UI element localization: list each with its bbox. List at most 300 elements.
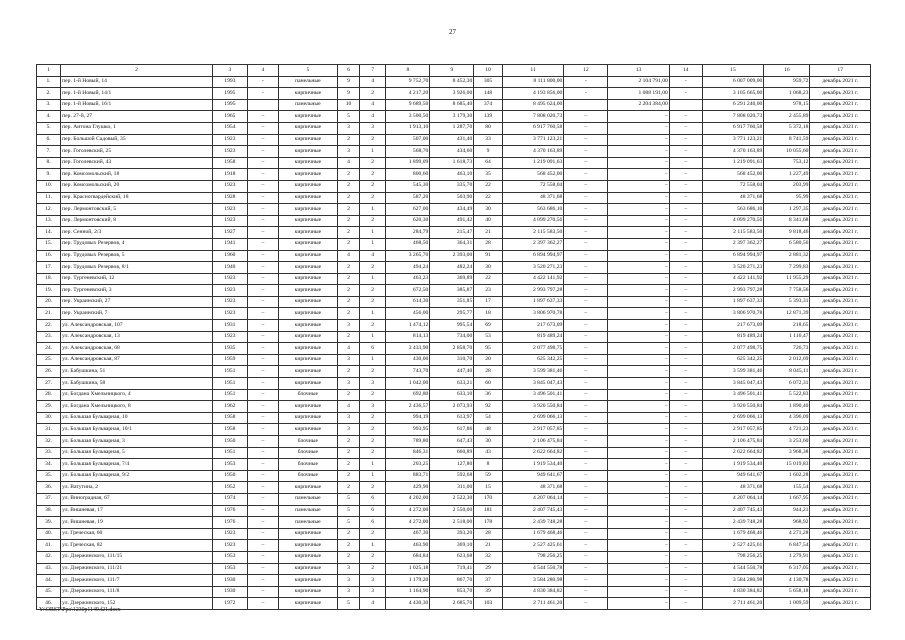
table-cell: 26. (37, 366, 61, 378)
table-cell: 217 673,09 (702, 320, 764, 332)
table-cell: кирпичные (278, 563, 337, 575)
table-cell: – (564, 204, 608, 216)
table-cell: 7. (37, 146, 61, 158)
table-row (37, 76, 871, 88)
table-cell: – (669, 238, 702, 250)
table-cell: 2 (360, 262, 386, 274)
table-cell: 1923 (212, 540, 247, 552)
table-cell: – (608, 436, 670, 448)
table-cell: 2 077 498,75 (502, 343, 564, 355)
table-cell: – (564, 424, 608, 436)
table-cell: 1 116,47 (764, 331, 810, 343)
table-cell: 2 (360, 436, 386, 448)
table-cell: декабрь 2021 г. (810, 157, 871, 169)
table-cell: – (564, 517, 608, 529)
table-cell: 1923 (212, 146, 247, 158)
table-cell: – (247, 447, 278, 459)
table-row (37, 436, 871, 448)
table-cell: 1993 (212, 76, 247, 88)
table-cell: – (247, 586, 278, 598)
table-cell: – (564, 227, 608, 239)
table-cell: ул. Александровская, 107 (61, 320, 213, 332)
table-cell: декабрь 2021 г. (810, 459, 871, 471)
table-cell: 994,19 (386, 412, 430, 424)
table-cell: кирпичные (278, 424, 337, 436)
table-cell: – (608, 389, 670, 401)
table-cell: 3 179,30 (430, 111, 474, 123)
table-cell: 5 393,31 (764, 296, 810, 308)
table-cell: 10 055,60 (764, 146, 810, 158)
table-cell: 35. (37, 470, 61, 482)
table-cell: 2 (360, 88, 386, 100)
table-cell: 28 (474, 366, 503, 378)
table-cell: декабрь 2021 г. (810, 575, 871, 587)
table-cell: 672,50 (386, 285, 430, 297)
table-row (37, 470, 871, 482)
table-cell: 1952 (212, 482, 247, 494)
table-cell: 563 686,10 (702, 204, 764, 216)
table-cell: 1 219 091,63 (502, 157, 564, 169)
table-cell: – (247, 493, 278, 505)
table-cell: ул. Ватутина, 2 (61, 482, 213, 494)
table-cell: 369,10 (430, 540, 474, 552)
table-cell: 2 (338, 192, 360, 204)
table-cell: 463,90 (386, 540, 430, 552)
table-cell: – (247, 285, 278, 297)
table-cell: – (608, 354, 670, 366)
table-cell: 3 584 280,98 (702, 575, 764, 587)
table-cell: кирпичные (278, 551, 337, 563)
table-cell: 305 (474, 76, 503, 88)
table-row (37, 88, 871, 100)
table-cell: - (669, 88, 702, 100)
table-cell: пер. Украинский, 27 (61, 296, 213, 308)
table-cell: 48 371,68 (702, 482, 764, 494)
table-cell: – (247, 436, 278, 448)
table-cell: – (247, 273, 278, 285)
table-cell: 6 (360, 517, 386, 529)
table-cell: – (247, 296, 278, 308)
table-cell: декабрь 2021 г. (810, 111, 871, 123)
table-cell: 6 (360, 493, 386, 505)
table-cell: 617,86 (430, 424, 474, 436)
table-cell: 2 (338, 308, 360, 320)
table-cell: 1 897 637,33 (502, 296, 564, 308)
table-cell: 295,77 (430, 308, 474, 320)
table-cell: 2 550,00 (430, 505, 474, 517)
table-cell: – (608, 308, 670, 320)
table-cell: 1928 (212, 192, 247, 204)
table-cell: – (608, 482, 670, 494)
table-cell: – (247, 157, 278, 169)
table-cell: 2 (338, 180, 360, 192)
table-cell: – (669, 343, 702, 355)
table-cell: 1923 (212, 331, 247, 343)
table-cell: ул. Большая Бульварная, 5 (61, 447, 213, 459)
table-cell: 215,47 (430, 227, 474, 239)
table-row (37, 320, 871, 332)
table-cell: – (564, 134, 608, 146)
table-row (37, 540, 871, 552)
table-cell: 2 (360, 134, 386, 146)
table-cell: – (247, 389, 278, 401)
table-cell: 32 (474, 551, 503, 563)
table-cell: 364,31 (430, 238, 474, 250)
table-cell: 2 993 797,28 (702, 285, 764, 297)
table-cell: 6 894 994,97 (702, 250, 764, 262)
table-cell: 3 496 501,41 (702, 389, 764, 401)
table-cell: 1953 (212, 551, 247, 563)
table-cell: декабрь 2021 г. (810, 331, 871, 343)
table-cell: 1 179,20 (386, 575, 430, 587)
table-cell: 4 217,20 (386, 88, 430, 100)
table-cell: 6 317,05 (764, 563, 810, 575)
table-cell: кирпичные (278, 169, 337, 181)
table-cell: 883,71 (386, 470, 430, 482)
table-cell: – (564, 180, 608, 192)
table-cell: ул. Дзержинского, 111/7 (61, 575, 213, 587)
table-cell: 1951 (212, 389, 247, 401)
table-cell: ул. Александровская, 87 (61, 354, 213, 366)
column-header-5: 5 (278, 65, 337, 77)
table-cell: 1959 (212, 354, 247, 366)
table-cell: - (669, 76, 702, 88)
table-cell: – (669, 563, 702, 575)
table-cell: – (608, 401, 670, 413)
table-cell: 13. (37, 215, 61, 227)
table-cell: 91 (474, 250, 503, 262)
table-cell: 18 (474, 308, 503, 320)
table-cell: ул. Александровская, 68 (61, 343, 213, 355)
table-cell: – (608, 157, 670, 169)
table-row (37, 111, 871, 123)
table-cell: 2 (338, 169, 360, 181)
table-cell: 4 130,78 (764, 575, 810, 587)
table-cell: 625 342,25 (502, 354, 564, 366)
table-cell: декабрь 2021 г. (810, 227, 871, 239)
table-cell: 2 (338, 204, 360, 216)
table-cell: 1976 (212, 517, 247, 529)
table-cell: 3 584 280,98 (502, 575, 564, 587)
table-cell: 3 845 047,43 (702, 378, 764, 390)
table-cell: 1923 (212, 528, 247, 540)
table-cell: – (669, 424, 702, 436)
table-cell: 369,89 (430, 273, 474, 285)
table-cell: 3 920 550,84 (502, 401, 564, 413)
table-cell: – (247, 575, 278, 587)
table-cell: 3 926,00 (430, 88, 474, 100)
table-cell: 37. (37, 493, 61, 505)
table-cell: 35 (474, 169, 503, 181)
table-cell: 1 602,28 (764, 470, 810, 482)
table-cell: 1 (360, 540, 386, 552)
table-cell: 1 (360, 331, 386, 343)
table-cell: 8. (37, 157, 61, 169)
table-row (37, 180, 871, 192)
table-cell: 1935 (212, 343, 247, 355)
table-cell: 29 (474, 563, 503, 575)
table-cell: 434,60 (430, 146, 474, 158)
table-cell: 2 (338, 262, 360, 274)
table-cell: 1 (360, 204, 386, 216)
table-cell: – (669, 482, 702, 494)
table-cell: – (564, 389, 608, 401)
table-cell: 1976 (212, 505, 247, 517)
table-cell: 1923 (212, 285, 247, 297)
table-cell: – (564, 528, 608, 540)
table-cell: 568 452,00 (502, 169, 564, 181)
column-header-14: 14 (669, 65, 702, 77)
table-cell: кирпичные (278, 146, 337, 158)
table-cell: декабрь 2021 г. (810, 563, 871, 575)
table-cell: 2 518,00 (430, 517, 474, 529)
table-cell: – (247, 424, 278, 436)
table-cell: 15. (37, 238, 61, 250)
table-cell: декабрь 2021 г. (810, 482, 871, 494)
table-cell: 463,23 (386, 273, 430, 285)
table-cell: – (564, 540, 608, 552)
table-cell: 1918 (212, 169, 247, 181)
table-cell: – (247, 180, 278, 192)
table-cell: декабрь 2021 г. (810, 262, 871, 274)
table-cell: декабрь 2021 г. (810, 76, 871, 88)
table-cell: – (247, 215, 278, 227)
table-cell: 798 256,25 (702, 551, 764, 563)
column-header-13: 13 (608, 65, 670, 77)
table-cell: 726,73 (764, 343, 810, 355)
table-cell: кирпичные (278, 598, 337, 610)
table-cell: 1972 (212, 598, 247, 610)
table-cell: декабрь 2021 г. (810, 308, 871, 320)
table-cell: 4 271,28 (764, 528, 810, 540)
table-cell: 1927 (212, 227, 247, 239)
table-cell: – (608, 505, 670, 517)
table-cell: 3 806 970,78 (702, 308, 764, 320)
table-cell: блочные (278, 389, 337, 401)
table-cell: пер. Гоголевский, 43 (61, 157, 213, 169)
table-cell: 8 045,11 (764, 366, 810, 378)
table-cell: 3 (338, 320, 360, 332)
table-cell: - (564, 76, 608, 88)
table-cell: 6 291 240,00 (702, 99, 764, 111)
column-header-17: 17 (810, 65, 871, 77)
table-cell: 2 (360, 320, 386, 332)
table-cell: пер. Красногвардейский, 18 (61, 192, 213, 204)
column-header-4: 4 (247, 65, 278, 77)
table-cell: 1951 (212, 447, 247, 459)
table-cell: кирпичные (278, 308, 337, 320)
table-cell: – (669, 598, 702, 610)
table-cell: 9 (338, 76, 360, 88)
column-header-2: 2 (61, 65, 213, 77)
table-cell: 178 (474, 517, 503, 529)
table-cell: 614,30 (386, 296, 430, 308)
table-cell: 2 106 475,84 (502, 436, 564, 448)
table-row (37, 551, 871, 563)
table-cell: 4 544 550,78 (502, 563, 564, 575)
table-row (37, 412, 871, 424)
table-cell: декабрь 2021 г. (810, 296, 871, 308)
table-cell: 429,90 (386, 482, 430, 494)
table-cell: 3 599 381,46 (702, 366, 764, 378)
table-row (37, 204, 871, 216)
table-cell: – (564, 273, 608, 285)
table-cell: кирпичные (278, 540, 337, 552)
table-cell: – (564, 563, 608, 575)
table-cell: 1965 (212, 111, 247, 123)
table-row (37, 215, 871, 227)
table-cell: 2 993 797,28 (502, 285, 564, 297)
table-cell: 1923 (212, 180, 247, 192)
table-cell: 15 (474, 482, 503, 494)
table-cell: 127,80 (430, 459, 474, 471)
table-cell: 2 397 362,27 (502, 238, 564, 250)
table-cell: 2 (338, 134, 360, 146)
table-cell: 12. (37, 204, 61, 216)
table-cell: 29. (37, 401, 61, 413)
table-cell: 1931 (212, 320, 247, 332)
table-cell: – (247, 563, 278, 575)
table-cell: – (669, 412, 702, 424)
table-cell: 447,40 (430, 366, 474, 378)
table-row (37, 575, 871, 587)
table-cell: 60 (474, 378, 503, 390)
table-cell: 2 699 066,13 (702, 412, 764, 424)
table-cell: 2 (360, 157, 386, 169)
table-cell: 1995 (212, 99, 247, 111)
table-cell: – (669, 320, 702, 332)
table-cell: – (247, 470, 278, 482)
table-cell: - (247, 76, 278, 88)
table-cell: 3 265,70 (386, 250, 430, 262)
table-cell: 3 520 271,23 (502, 262, 564, 274)
table-cell: декабрь 2021 г. (810, 354, 871, 366)
table-cell: 4 422 141,92 (502, 273, 564, 285)
column-header-10: 10 (474, 65, 503, 77)
table-cell: 430,00 (386, 354, 430, 366)
table-cell: 17 (474, 296, 503, 308)
table-cell: 2 (360, 528, 386, 540)
table-cell: – (669, 134, 702, 146)
table-cell: – (669, 273, 702, 285)
table-cell: 1 164,90 (386, 586, 430, 598)
table-cell: – (669, 378, 702, 390)
table-cell: 27. (37, 378, 61, 390)
table-cell: декабрь 2021 г. (810, 192, 871, 204)
table-cell: 335,70 (430, 180, 474, 192)
table-cell: – (247, 227, 278, 239)
table-cell: 2 (338, 238, 360, 250)
table-cell: 949 641,67 (702, 470, 764, 482)
table-cell: 10. (37, 180, 61, 192)
table-cell: – (669, 528, 702, 540)
table-cell: декабрь 2021 г. (810, 180, 871, 192)
table-cell: – (247, 204, 278, 216)
table-cell: 2 (360, 180, 386, 192)
table-cell: 48 371,68 (502, 192, 564, 204)
table-cell: 2 (360, 192, 386, 204)
table-cell: 92 (474, 401, 503, 413)
table-cell: 40 (474, 215, 503, 227)
table-cell: 30 (474, 204, 503, 216)
table-cell: 1 297,35 (764, 204, 810, 216)
table-cell: панельные (278, 517, 337, 529)
table-cell: 456,00 (386, 308, 430, 320)
table-cell: 218,65 (764, 320, 810, 332)
table-cell: 627,00 (386, 204, 430, 216)
table-cell: 819 489,24 (502, 331, 564, 343)
table-cell: 1 618,73 (430, 157, 474, 169)
table-cell: – (608, 169, 670, 181)
table-cell: – (669, 586, 702, 598)
table-cell: – (608, 412, 670, 424)
table-cell: 4 (360, 250, 386, 262)
table-cell: 5. (37, 122, 61, 134)
table-cell: 2 858,70 (430, 343, 474, 355)
table-cell: 2 (360, 412, 386, 424)
table-cell: 284,79 (386, 227, 430, 239)
table-cell: декабрь 2021 г. (810, 389, 871, 401)
table-cell: – (247, 331, 278, 343)
table-cell: 22. (37, 320, 61, 332)
table-cell: 6 917 760,58 (702, 122, 764, 134)
table-cell: 2 104 791,00 (608, 76, 670, 88)
header-row (37, 65, 871, 77)
table-cell: 3 (360, 378, 386, 390)
table-cell: 4 370 163,89 (502, 146, 564, 158)
table-cell: 30. (37, 412, 61, 424)
table-cell: 3 771 123,21 (502, 134, 564, 146)
table-cell: ул. Александровская, 13 (61, 331, 213, 343)
table-cell: 2 077 498,75 (702, 343, 764, 355)
table-cell: 9 752,70 (386, 76, 430, 88)
table-cell: пер. 1-й Новый, 14/1 (61, 88, 213, 100)
table-cell: пер. Сенной, 2/3 (61, 227, 213, 239)
table-cell: – (247, 192, 278, 204)
table-cell: 613,97 (430, 412, 474, 424)
table-cell: 1 474,12 (386, 320, 430, 332)
table-cell: 743,70 (386, 366, 430, 378)
table-cell: – (564, 378, 608, 390)
table-cell: 9 818,46 (764, 227, 810, 239)
table-cell: кирпичные (278, 262, 337, 274)
table-row (37, 354, 871, 366)
table-cell: декабрь 2021 г. (810, 169, 871, 181)
table-cell: 6 007 009,00 (702, 76, 764, 88)
table-cell: 1 679 468,46 (702, 528, 764, 540)
table-cell: 6 894 994,97 (502, 250, 564, 262)
table-cell: пер. Тургеневский, 12 (61, 273, 213, 285)
table-cell: 2 522,30 (430, 493, 474, 505)
table-cell: 3 (338, 378, 360, 390)
table-cell: 431,40 (430, 134, 474, 146)
table-cell: – (608, 575, 670, 587)
table-cell: – (669, 401, 702, 413)
table-cell: 7 808 020,73 (502, 111, 564, 123)
table-cell: 23. (37, 331, 61, 343)
table-cell: 1 025,18 (386, 563, 430, 575)
table-cell: – (564, 285, 608, 297)
table-cell: 3 (338, 354, 360, 366)
table-cell: 2 (360, 296, 386, 308)
table-cell: – (564, 482, 608, 494)
table-row (37, 482, 871, 494)
table-cell: 1953 (212, 563, 247, 575)
table-cell: 351,85 (430, 296, 474, 308)
table-cell: 4 544 550,78 (702, 563, 764, 575)
table-cell: – (564, 331, 608, 343)
table-cell: 10 (338, 99, 360, 111)
